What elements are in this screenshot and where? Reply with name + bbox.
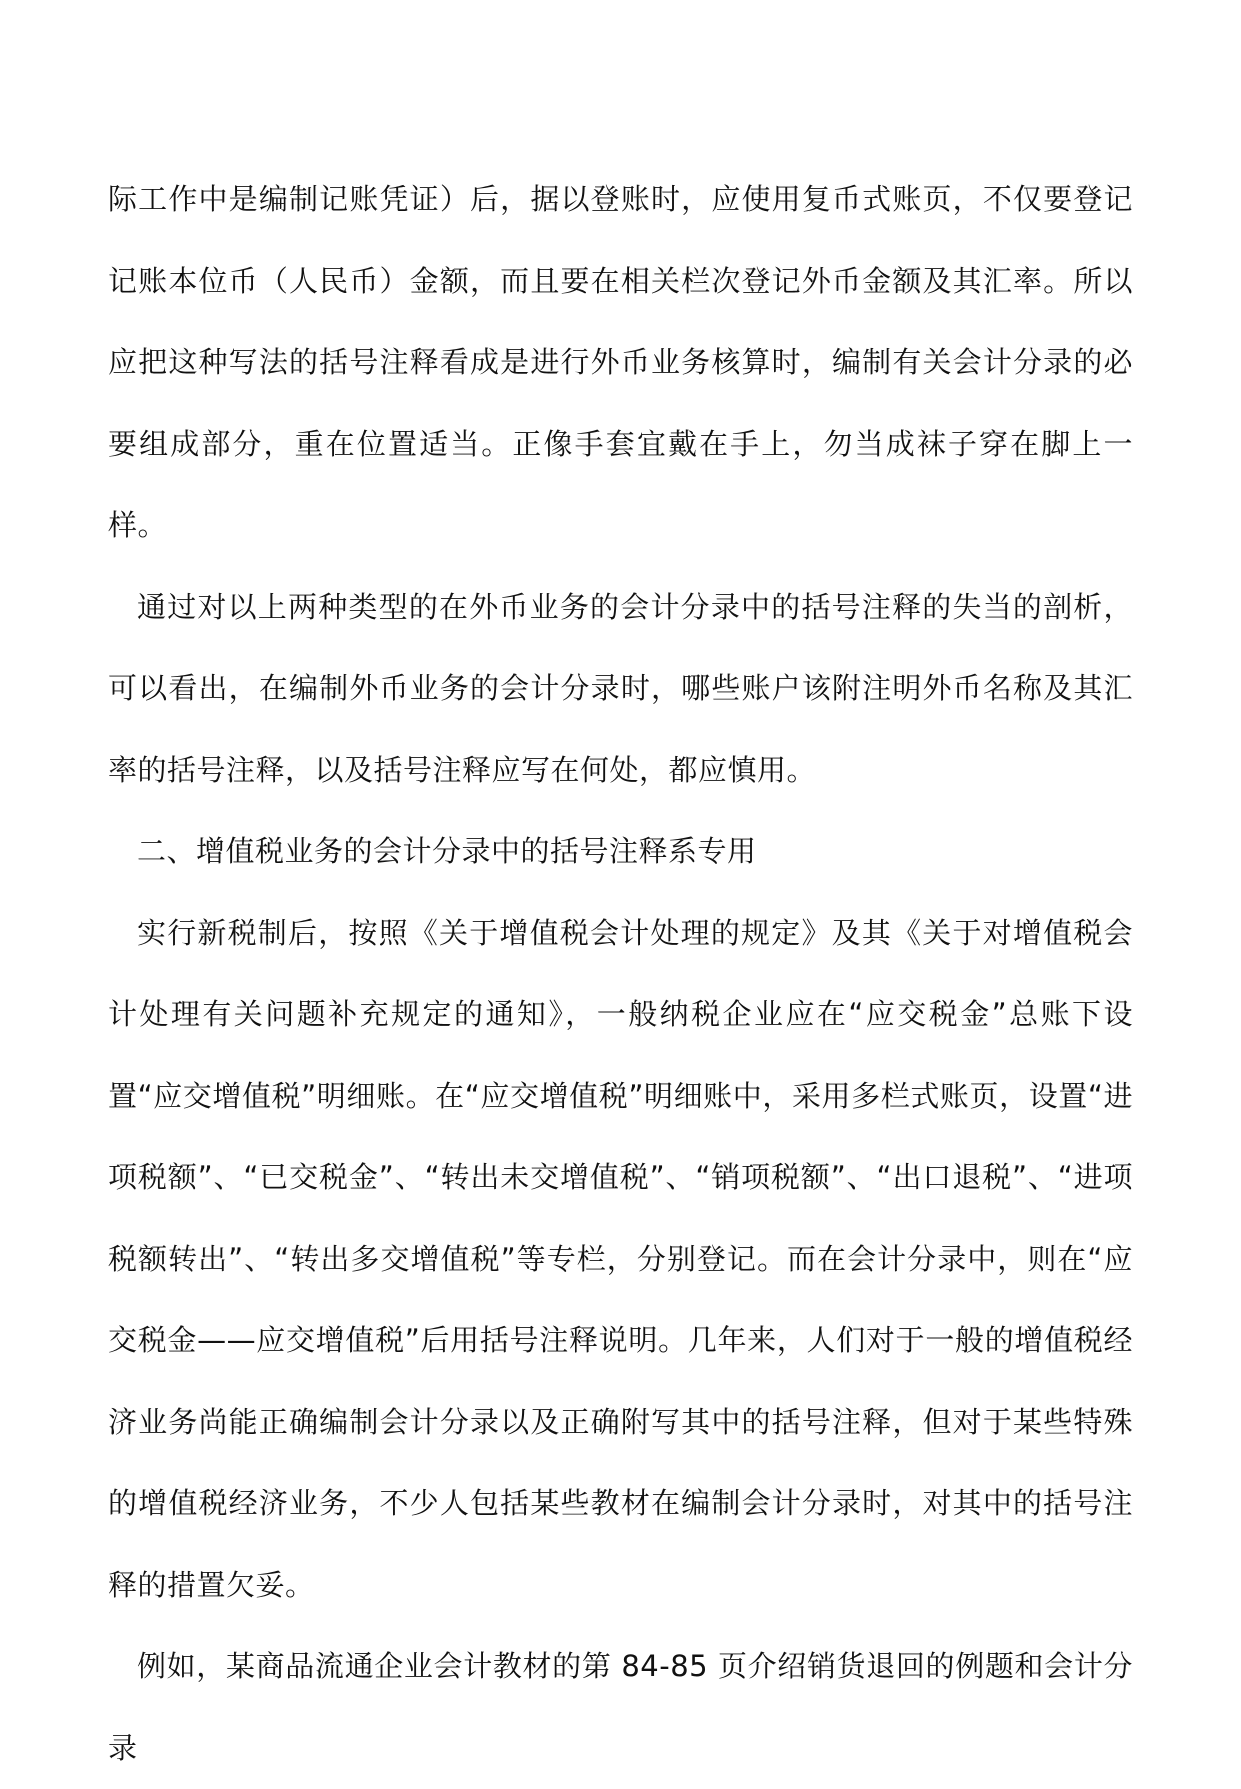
paragraph-example: 例如，某商品流通企业会计教材的第 84-85 页介绍销货退回的例题和会计分录	[108, 1649, 1133, 1765]
document-body	[108, 159, 1133, 1789]
paragraph-continuation: 际工作中是编制记账凭证）后，据以登账时，应使用复币式账页，不仅要登记记账本位币（人民币）金额，而且要在相关栏次登记外币金额及其汇率。所以应把这种写法的括号注释看成是进行外币业务核算时，编制有关会计分录的必要组成部分，重在位置适当。正像手套宜戴在手上，勿当成袜子穿在脚上一样。	[108, 182, 1133, 542]
section-heading: 二、增值税业务的会计分录中的括号注释系专用	[137, 834, 757, 868]
paragraph-analysis-summary: 通过对以上两种类型的在外币业务的会计分录中的括号注释的失当的剖析，可以看出，在编制外币业务的会计分录时，哪些账户该附注明外币名称及其汇率的括号注释，以及括号注释应写在何处，都应慎用。	[108, 589, 1133, 787]
paragraph-vat-rules: 实行新税制后，按照《关于增值税会计处理的规定》及其《关于对增值税会计处理有关问题补充规定的通知》，一般纳税企业应在“应交税金”总账下设置“应交增值税”明细账。在“应交增值税”明细账中，采用多栏式账页，设置“进项税额”、“已交税金”、“转出未交增值税”、“销项税额”、“出口退税”、“进项税额转出”、“转出多交增值税”等专栏，分别登记。而在会计分录中，则在“应交税金——应交增值税”后用括号注释说明。几年来，人们对于一般的增值税经济业务尚能正确编制会计分录以及正确附写其中的括号注释，但对于某些特殊的增值税经济业务，不少人包括某些教材在编制会计分录时，对其中的括号注释的措置欠妥。	[108, 915, 1133, 1602]
